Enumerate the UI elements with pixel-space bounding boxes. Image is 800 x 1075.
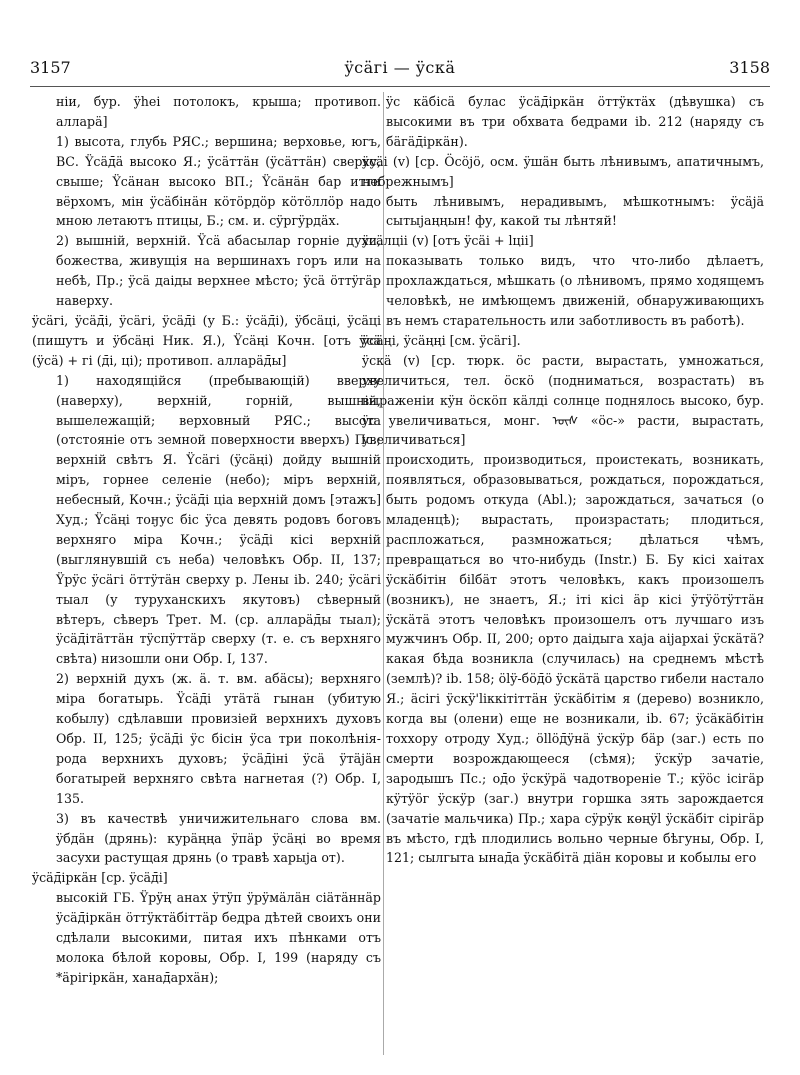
header-rule — [30, 86, 770, 87]
page-header — [30, 58, 770, 80]
entry-headword-paragraph: ÿскä (v) [ср. тюрк. öс расти, вырастать, умножаться, увеличиться, тел. öскö (подниматься, возрастать) въ выраженіи кÿн öскöп кäлді солнце поднялось высоко, бур. ÿс увеличиваться, монг. ᠦᠰ «öс-» расти, вырастать, увеличиваться] — [362, 352, 764, 448]
entry-paragraph: 1) находящійся (пребывающій) вверху (наверху), верхній, горній, вышній, вышележащій; верховный РЯС.; высота (отстояніе отъ земной поверхности вверхъ) Пс.; верхній свѣтъ Я. Ÿсäгi (ÿсäңі) дойду вышній міръ, горнее селеніе (небо); міръ верхній, небесный, Кочн.; ÿсäд̄і ціа верхній домъ [этажъ] Худ.; Ÿсäңі тоӈус біс ÿса девять родовъ боговъ верхняго міра Кочн.; ÿсäд̄і кісі верхній (выглянувшій съ неба) человѣкъ Обр. II, 137; Ÿрÿс ÿсäгi öттÿтäн сверху р. Лены іb. 240; ÿсäгi тыал (у туруханскихъ якутовъ) сѣверный вѣтеръ, сѣверъ Трет. М. (ср. алларäд̄ы тыал); ÿсäд̄ітäттäн тÿспÿттäр сверху (т. е. съ верхняго свѣта) низошли они Обр. I, 137. — [56, 372, 381, 667]
entry-paragraph: высокій ГБ. Ÿрÿң анах ÿтÿп ÿрÿмäлäн сіäтäннäр ÿсäд̄іркäн öттÿктäбiттäр бедра дѣтей своихъ они сдѣлали высокими, питая ихъ пѣнками отъ молока бѣлой коровы, Обр. I, 199 (наряду съ *äрiгiркäн, ханад̄архäн); — [56, 890, 381, 985]
entry-headword-paragraph: ÿсäңі, ÿсäңңі [см. ÿсäгі]. — [362, 332, 521, 348]
entry-headword-paragraph: ÿсäгi, ÿсäд̄і, ÿсäгі, ÿсäд̄і (у Б.: ÿсäд̄і), ÿбсäці, ÿсäці (пишутъ и ÿбсäңі Ник. Я.), Ÿсäңі Кочн. [отъ ÿсä (ÿсä) + гі (д̄і, ці); противоп. алларäд̄ы] — [32, 312, 381, 368]
left-column — [32, 92, 381, 988]
running-title: ÿсäгі — ÿскä — [344, 58, 456, 77]
page-number-left: 3157 — [30, 58, 71, 77]
entry-paragraph: ÿс кäбісä булас ÿсäд̄іркäн öттÿктäх (дѣвушка) съ высокими въ три обхвата бедрами іb. 212 (наряду съ бäгäд̄іркäн). — [386, 94, 764, 149]
entry-paragraph: 2) вышній, верхній. Ÿсä абасылар горніе духи, божества, живущія на вершинахъ горъ или на небѣ, Пр.; ÿсä даiды верхнее мѣсто; ÿсä öттÿгäр наверху. — [56, 233, 381, 309]
entry-paragraph: происходить, производиться, проистекать, возникать, появляться, образовываться, рождаться, порождаться, быть родомъ откуда (Abl.); зарождаться, зачаться (о младенцѣ); вырастать, произрастать; плодиться, распложаться, размножаться; дѣлаться чѣмъ, превращаться во что-нибудь (Instr.) Б. Бу кісі хаітах ÿскäбiтін біlбäт этотъ человѣкъ, какъ произошелъ (возникъ), не знаетъ, Я.; іті кісі äр кісі ÿтÿöтÿттäн ÿскäтä этотъ человѣкъ произошелъ отъ лучшаго изъ мужчинъ Обр. II, 200; орто даідыга хаjа аіjархаі ÿскäтä? какая бѣда возникла (случилась) на среднемъ мѣстѣ (землѣ)? іb. 158; ölÿ-бöд̄ö ÿскäтä царство гибели настало Я.; äсігі ÿскÿ'lіккітіттäн ÿскäбiтім я (дерево) возникло, когда вы (олени) еще не возникали, іb. 67; ÿсäкäбiтін тоххору отроду Худ.; öllöд̄ÿнä ÿскÿр бäр (заг.) есть по смерти возрождающееся (сѣмя); ÿскÿр зачатіе, зародышъ Пс.; од̄о ÿскÿрä чадотвореніе Т.; кÿöс ісігäр кÿтÿöг ÿскÿр (заг.) внутри горшка зять зарождается (зачатіе мальчика) Пр.; хара сÿрÿк көңÿl ÿскäбіт сірігäр въ мѣсто, гдѣ плодились вольно черные бѣгуны, Обр. I, 121; сылгыта ынад̄а ÿскäбiтä діäн коровы и кобылы его — [386, 452, 764, 866]
entry-headword-paragraph: ÿсäд̄іркäн [ср. ÿсäд̄і] — [32, 870, 168, 886]
right-column — [362, 92, 764, 868]
entry-paragraph: быть лѣнивымъ, нерадивымъ, мѣшкотнымъ: ÿсäjä сытыjаңңын! фу, какой ты лѣнтяй! — [386, 193, 764, 229]
entry-paragraph: 1) высота, глубь РЯС.; вершина; верховье, югъ, ВС. Ÿсäд̄ä высоко Я.; ÿсäттäн (ÿсäттäн) сверху, свыше; Ÿсäнан высоко ВП.; Ÿсäнäн бар итти вёрхомъ, мін ÿсäбiнäн кöтöрдöр кöтöллöр надо мною летаютъ птицы, Б.; см. и. сÿргÿрдäх. — [56, 133, 381, 229]
entry-paragraph: 3) въ качествѣ уничижительнаго слова вм. ÿбдäн (дрянь): курäңңа ÿпäр ÿсäңі во время засухи растущая дрянь (о травѣ харыjа от). — [56, 810, 381, 866]
entry-paragraph: 2) верхній духъ (ж. ä. т. вм. абäсы); верхняго міра богатырь. Ÿсäд̄і утäтä гынан (убитую кобылу) сдѣлавши провизіей верхнихъ духовъ Обр. II, 125; ÿсäд̄і ÿс біcін ÿса три поколѣнія-рода верхнихъ духовъ; ÿсäд̄іні ÿсä ÿтäjäн богатырей верхняго свѣта нагнетая (?) Обр. I, 135. — [56, 671, 381, 806]
entry-paragraph: ніи, бур. ÿhei потолокъ, крыша; противоп. алларä] — [56, 94, 381, 129]
entry-headword-paragraph: ÿсäлціі (v) [отъ ÿсäі + lціі] — [362, 233, 534, 249]
page-number-right: 3158 — [729, 58, 770, 77]
entry-headword-paragraph: ÿсäі (v) [ср. Öсöjö, осм. ÿшäн быть лѣнивымъ, апатичнымъ, небрежнымъ] — [362, 153, 764, 189]
entry-paragraph: показывать только видъ, что что-либо дѣлаетъ, прохлаждаться, мѣшкать (о лѣнивомъ, прямо ходящемъ человѣкѣ, не имѣющемъ движеній, обнаруживающихъ въ немъ старательность или заботливость въ работѣ). — [386, 253, 764, 328]
